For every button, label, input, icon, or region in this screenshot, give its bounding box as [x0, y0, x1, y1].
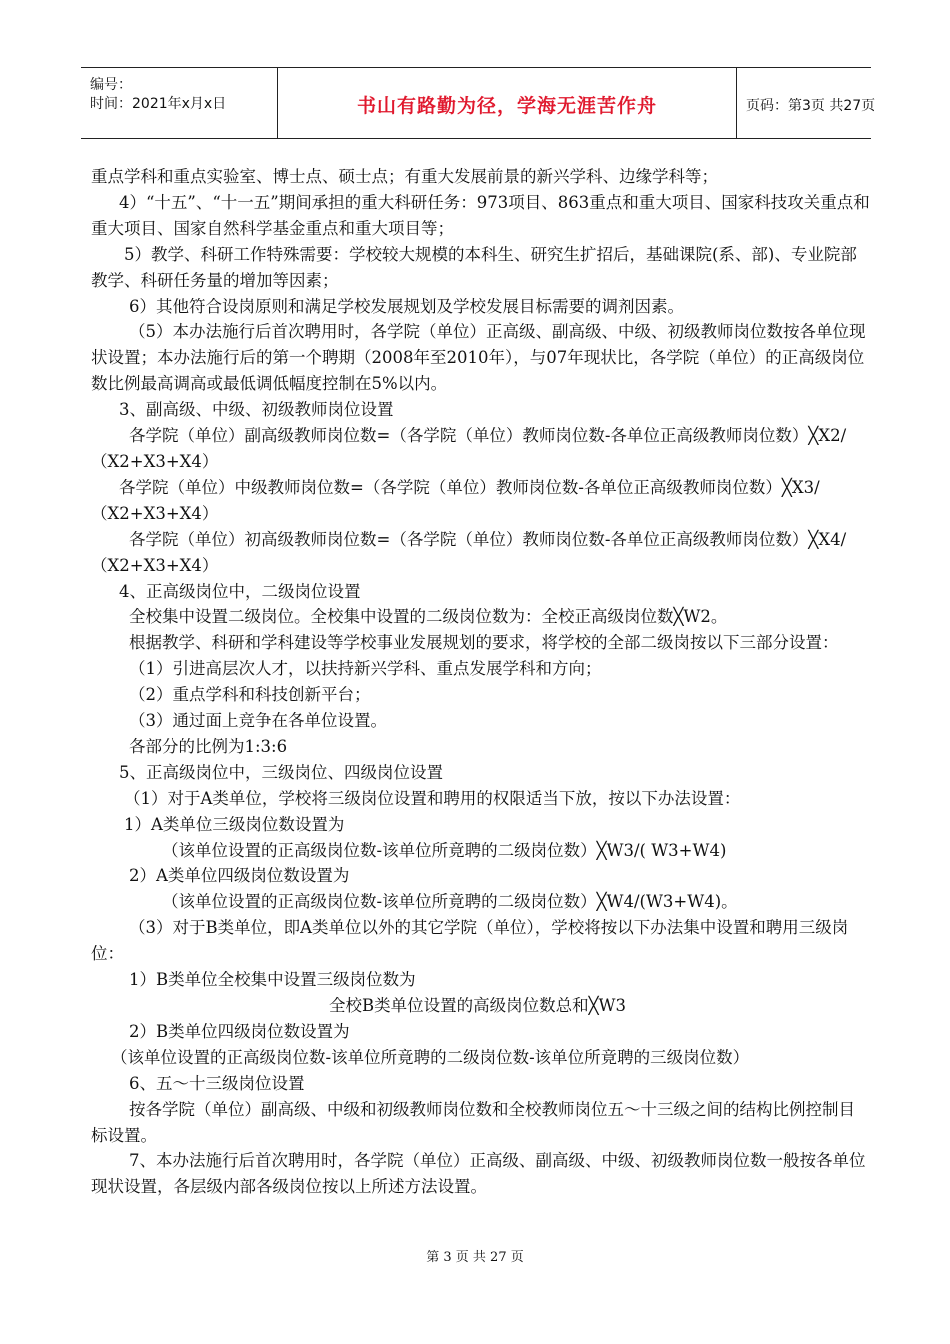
body-paragraph: （该单位设置的正高级岗位数-该单位所竟聘的二级岗位数-该单位所竟聘的三级岗位数） — [111, 1047, 750, 1067]
header-page-info: 页码：第3页 共27页 — [746, 98, 876, 114]
body-paragraph: 1）B类单位全校集中设置三级岗位数为 — [129, 970, 416, 990]
document-date-label: 时间：2021年x月x日 — [90, 96, 227, 112]
body-paragraph: 4）“十五”、“十一五”期间承担的重大科研任务：973项目、863重点和重大项目、国家科技攻关重点和重大项目、国家自然科学基金重点和重大项目等； — [91, 192, 870, 238]
body-paragraph: （该单位设置的正高级岗位数-该单位所竟聘的二级岗位数）╳W3/( W3+W4) — [162, 840, 727, 860]
body-paragraph: 全校集中设置二级岗位。全校集中设置的二级岗位数为：全校正高级岗位数╳W2。 — [129, 607, 728, 627]
body-paragraph: 5、正高级岗位中，三级岗位、四级岗位设置 — [119, 762, 443, 782]
body-paragraph: 5）教学、科研工作特殊需要：学校较大规模的本科生、研究生扩招后，基础课院(系、部)、专业院部教学、科研任务量的增加等因素； — [91, 244, 857, 290]
page-footer: 第 3 页 共 27 页 — [426, 1250, 524, 1265]
body-paragraph: （1）引进高层次人才，以扶持新兴学科、重点发展学科和方向； — [129, 659, 602, 679]
body-paragraph: 6）其他符合设岗原则和满足学校发展规划及学校发展目标需要的调剂因素。 — [129, 296, 684, 316]
body-paragraph: （5）本办法施行后首次聘用时，各学院（单位）正高级、副高级、中级、初级教师岗位数按各单位现状设置；本办法施行后的第一个聘期（2008年至2010年），与07年现状比，各学院（单位）的正高级岗位数比例最高调高或最低调低幅度控制在5%以内。 — [91, 322, 866, 394]
body-paragraph: （该单位设置的正高级岗位数-该单位所竟聘的二级岗位数）╳W4/(W3+W4)。 — [162, 892, 738, 912]
body-paragraph: 重点学科和重点实验室、博士点、硕士点；有重大发展前景的新兴学科、边缘学科等； — [91, 167, 718, 186]
body-paragraph: 6、五～十三级岗位设置 — [129, 1073, 305, 1093]
body-paragraph: （1）对于A类单位，学校将三级岗位设置和聘用的权限适当下放，按以下办法设置： — [124, 788, 741, 808]
header-page-cell — [736, 68, 876, 138]
body-paragraph: 各部分的比例为1:3:6 — [129, 736, 288, 756]
body-paragraph: 各学院（单位）副高级教师岗位数=（各学院（单位）教师岗位数-各单位正高级教师岗位数）╳X2/（X2+X3+X4） — [91, 426, 847, 471]
body-paragraph: 全校B类单位设置的高级岗位数总和╳W3 — [329, 996, 627, 1015]
body-paragraph: 3、副高级、中级、初级教师岗位设置 — [119, 400, 394, 420]
header-meta — [81, 68, 277, 138]
page-header — [81, 67, 876, 139]
body-paragraph: 2）B类单位四级岗位数设置为 — [129, 1021, 350, 1041]
header-motto: 书山有路勤为径，学海无涯苦作舟 — [356, 95, 657, 117]
body-paragraph: 各学院（单位）初高级教师岗位数=（各学院（单位）教师岗位数-各单位正高级教师岗位数）╳X4/（X2+X3+X4） — [91, 529, 847, 575]
body-paragraph: （2）重点学科和科技创新平台； — [129, 685, 371, 705]
body-paragraph: 7、本办法施行后首次聘用时，各学院（单位）正高级、副高级、中级、初级教师岗位数一般按各单位现状设置，各层级内部各级岗位按以上所述方法设置。 — [91, 1151, 866, 1197]
body-paragraph: 按各学院（单位）副高级、中级和初级教师岗位数和全校教师岗位五～十三级之间的结构比例控制目标设置。 — [91, 1099, 855, 1145]
header-motto-cell — [277, 68, 737, 138]
body-paragraph: 1）A类单位三级岗位数设置为 — [124, 814, 345, 834]
document-number-label: 编号： — [90, 77, 132, 93]
body-paragraph: 4、正高级岗位中，二级岗位设置 — [119, 581, 361, 601]
body-paragraph: 根据教学、科研和学科建设等学校事业发展规划的要求，将学校的全部二级岗按以下三部分设置： — [129, 633, 839, 653]
body-paragraph: （3）通过面上竞争在各单位设置。 — [129, 711, 387, 731]
body-paragraph: （3）对于B类单位，即A类单位以外的其它学院（单位），学校将按以下办法集中设置和聘用三级岗位： — [91, 918, 849, 964]
body-paragraph: 各学院（单位）中级教师岗位数=（各学院（单位）教师岗位数-各单位正高级教师岗位数）╳X3/（X2+X3+X4） — [91, 477, 820, 523]
document-body — [91, 164, 871, 1200]
body-paragraph: 2）A类单位四级岗位数设置为 — [129, 866, 350, 886]
